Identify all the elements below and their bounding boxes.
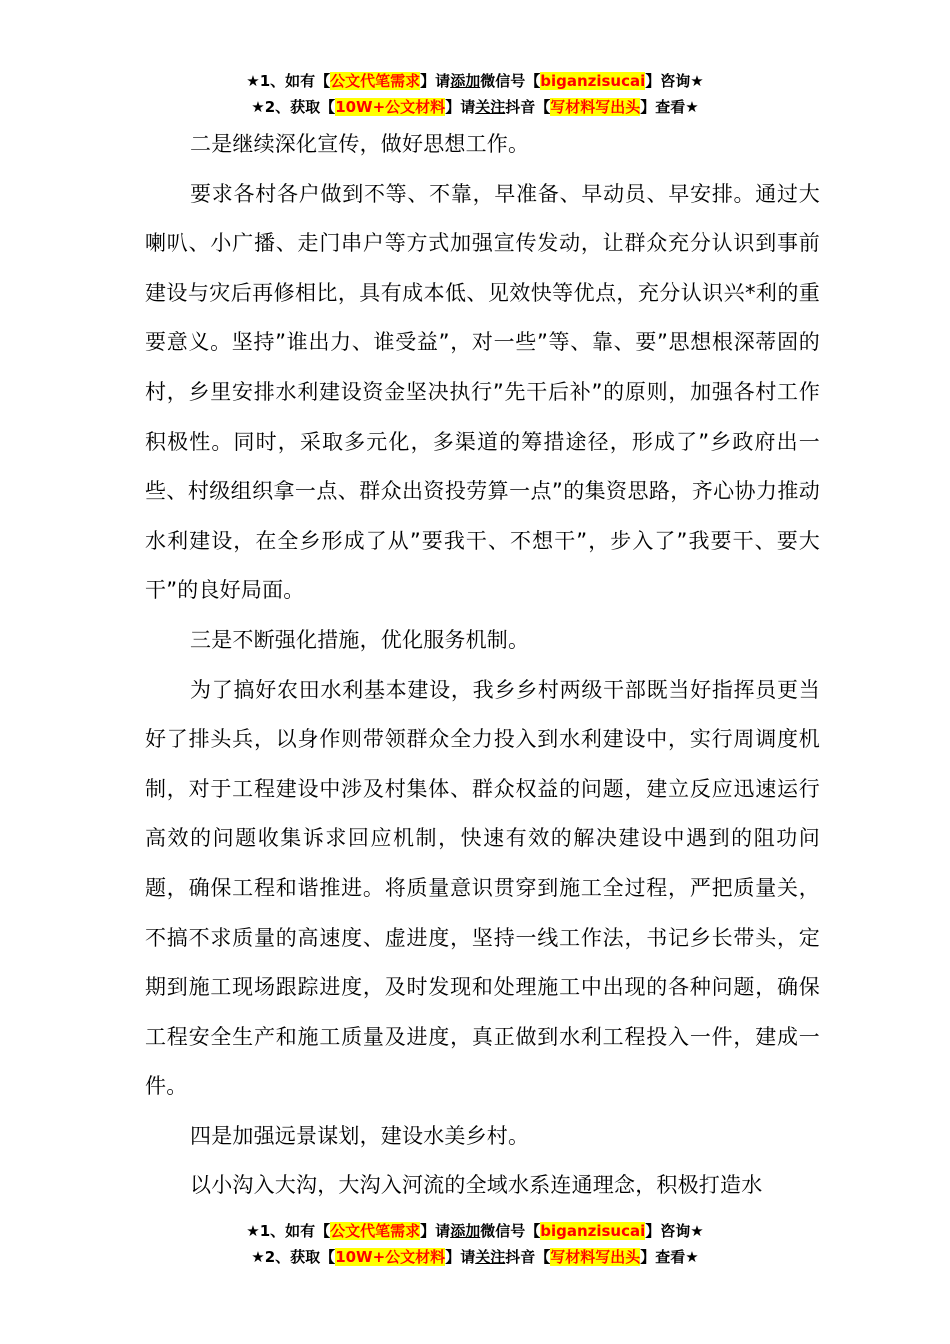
- banner-text: 】请: [420, 1222, 451, 1240]
- banner-highlight: 写材料写出头: [550, 1248, 641, 1266]
- paragraph-body: 以小沟入大沟，大沟入河流的全域水系连通理念，积极打造水: [190, 1173, 763, 1198]
- banner-text: 】请: [445, 1248, 476, 1266]
- document-body: [145, 120, 820, 1211]
- banner-line-1: [0, 1218, 950, 1244]
- paragraph-body: 为了搞好农田水利基本建设，我乡乡村两级干部既当好指挥员更当好了排头兵，以身作则带领群众全力投入到水利建设中，实行周调度机制，对于工程建设中涉及村集体、群众权益的问题，建立反应迅速运行高效的问题收集诉求回应机制，快速有效的解决建设中遇到的阻功问题，确保工程和谐推进。将质量意识贯穿到施工全过程，严把质量关，不搞不求质量的高速度、虚进度，坚持一线工作法，书记乡长带头，定期到施工现场跟踪进度，及时发现和处理施工中出现的各种问题，确保工程安全生产和施工质量及进度，真正做到水利工程投入一件，建成一件。: [145, 677, 820, 1099]
- banner-underlined: 添加: [450, 72, 481, 90]
- paragraph-heading-4: 四是加强远景谋划，建设水美乡村。: [190, 1123, 530, 1148]
- banner-text: 微信号【: [480, 72, 541, 90]
- banner-text: 】咨询★: [645, 1222, 704, 1240]
- banner-highlight: 写材料写出头: [550, 98, 641, 116]
- banner-text: 抖音【: [505, 98, 551, 116]
- banner-underlined: 关注: [475, 1248, 506, 1266]
- banner-line-2: [0, 1244, 950, 1270]
- banner-line-1: [0, 68, 950, 94]
- banner-text: 】咨询★: [645, 72, 704, 90]
- banner-highlight: 10W+公文材料: [335, 98, 446, 116]
- paragraph-heading-3: 三是不断强化措施，优化服务机制。: [190, 627, 530, 652]
- banner-text: 】查看★: [640, 1248, 699, 1266]
- banner-highlight: 公文代笔需求: [330, 72, 421, 90]
- paragraph-heading-2: 二是继续深化宣传，做好思想工作。: [190, 132, 530, 156]
- banner-text: ★1、如有【: [246, 72, 331, 90]
- banner-text: 】请: [445, 98, 476, 116]
- banner-underlined: 添加: [450, 1222, 481, 1240]
- banner-text: ★1、如有【: [246, 1222, 331, 1240]
- banner-highlight: biganzisucai: [540, 1222, 646, 1240]
- banner-text: 微信号【: [480, 1222, 541, 1240]
- banner-underlined: 关注: [475, 98, 506, 116]
- banner-text: 】请: [420, 72, 451, 90]
- banner-highlight: 10W+公文材料: [335, 1248, 446, 1266]
- banner-text: ★2、获取【: [251, 1248, 336, 1266]
- banner-text: ★2、获取【: [251, 98, 336, 116]
- banner-text: 抖音【: [505, 1248, 551, 1266]
- banner-highlight: biganzisucai: [540, 72, 646, 90]
- paragraph-body: 要求各村各户做到不等、不靠，早准备、早动员、早安排。通过大喇叭、小广播、走门串户等方式加强宣传发动，让群众充分认识到事前建设与灾后再修相比，具有成本低、见效快等优点，充分认识兴*利的重要意义。坚持”谁出力、谁受益”，对一些”等、靠、要”思想根深蒂固的村，乡里安排水利建设资金坚决执行”先干后补”的原则，加强各村工作积极性。同时，采取多元化，多渠道的筹措途径，形成了”乡政府出一些、村级组织拿一点、群众出资投劳算一点”的集资思路，齐心协力推动水利建设，在全乡形成了从”要我干、不想干”，步入了”我要干、要大干”的良好局面。: [145, 181, 820, 603]
- banner-line-2: [0, 94, 950, 120]
- bottom-banner: [0, 1218, 950, 1270]
- top-banner: [0, 68, 950, 120]
- banner-text: 】查看★: [640, 98, 699, 116]
- banner-highlight: 公文代笔需求: [330, 1222, 421, 1240]
